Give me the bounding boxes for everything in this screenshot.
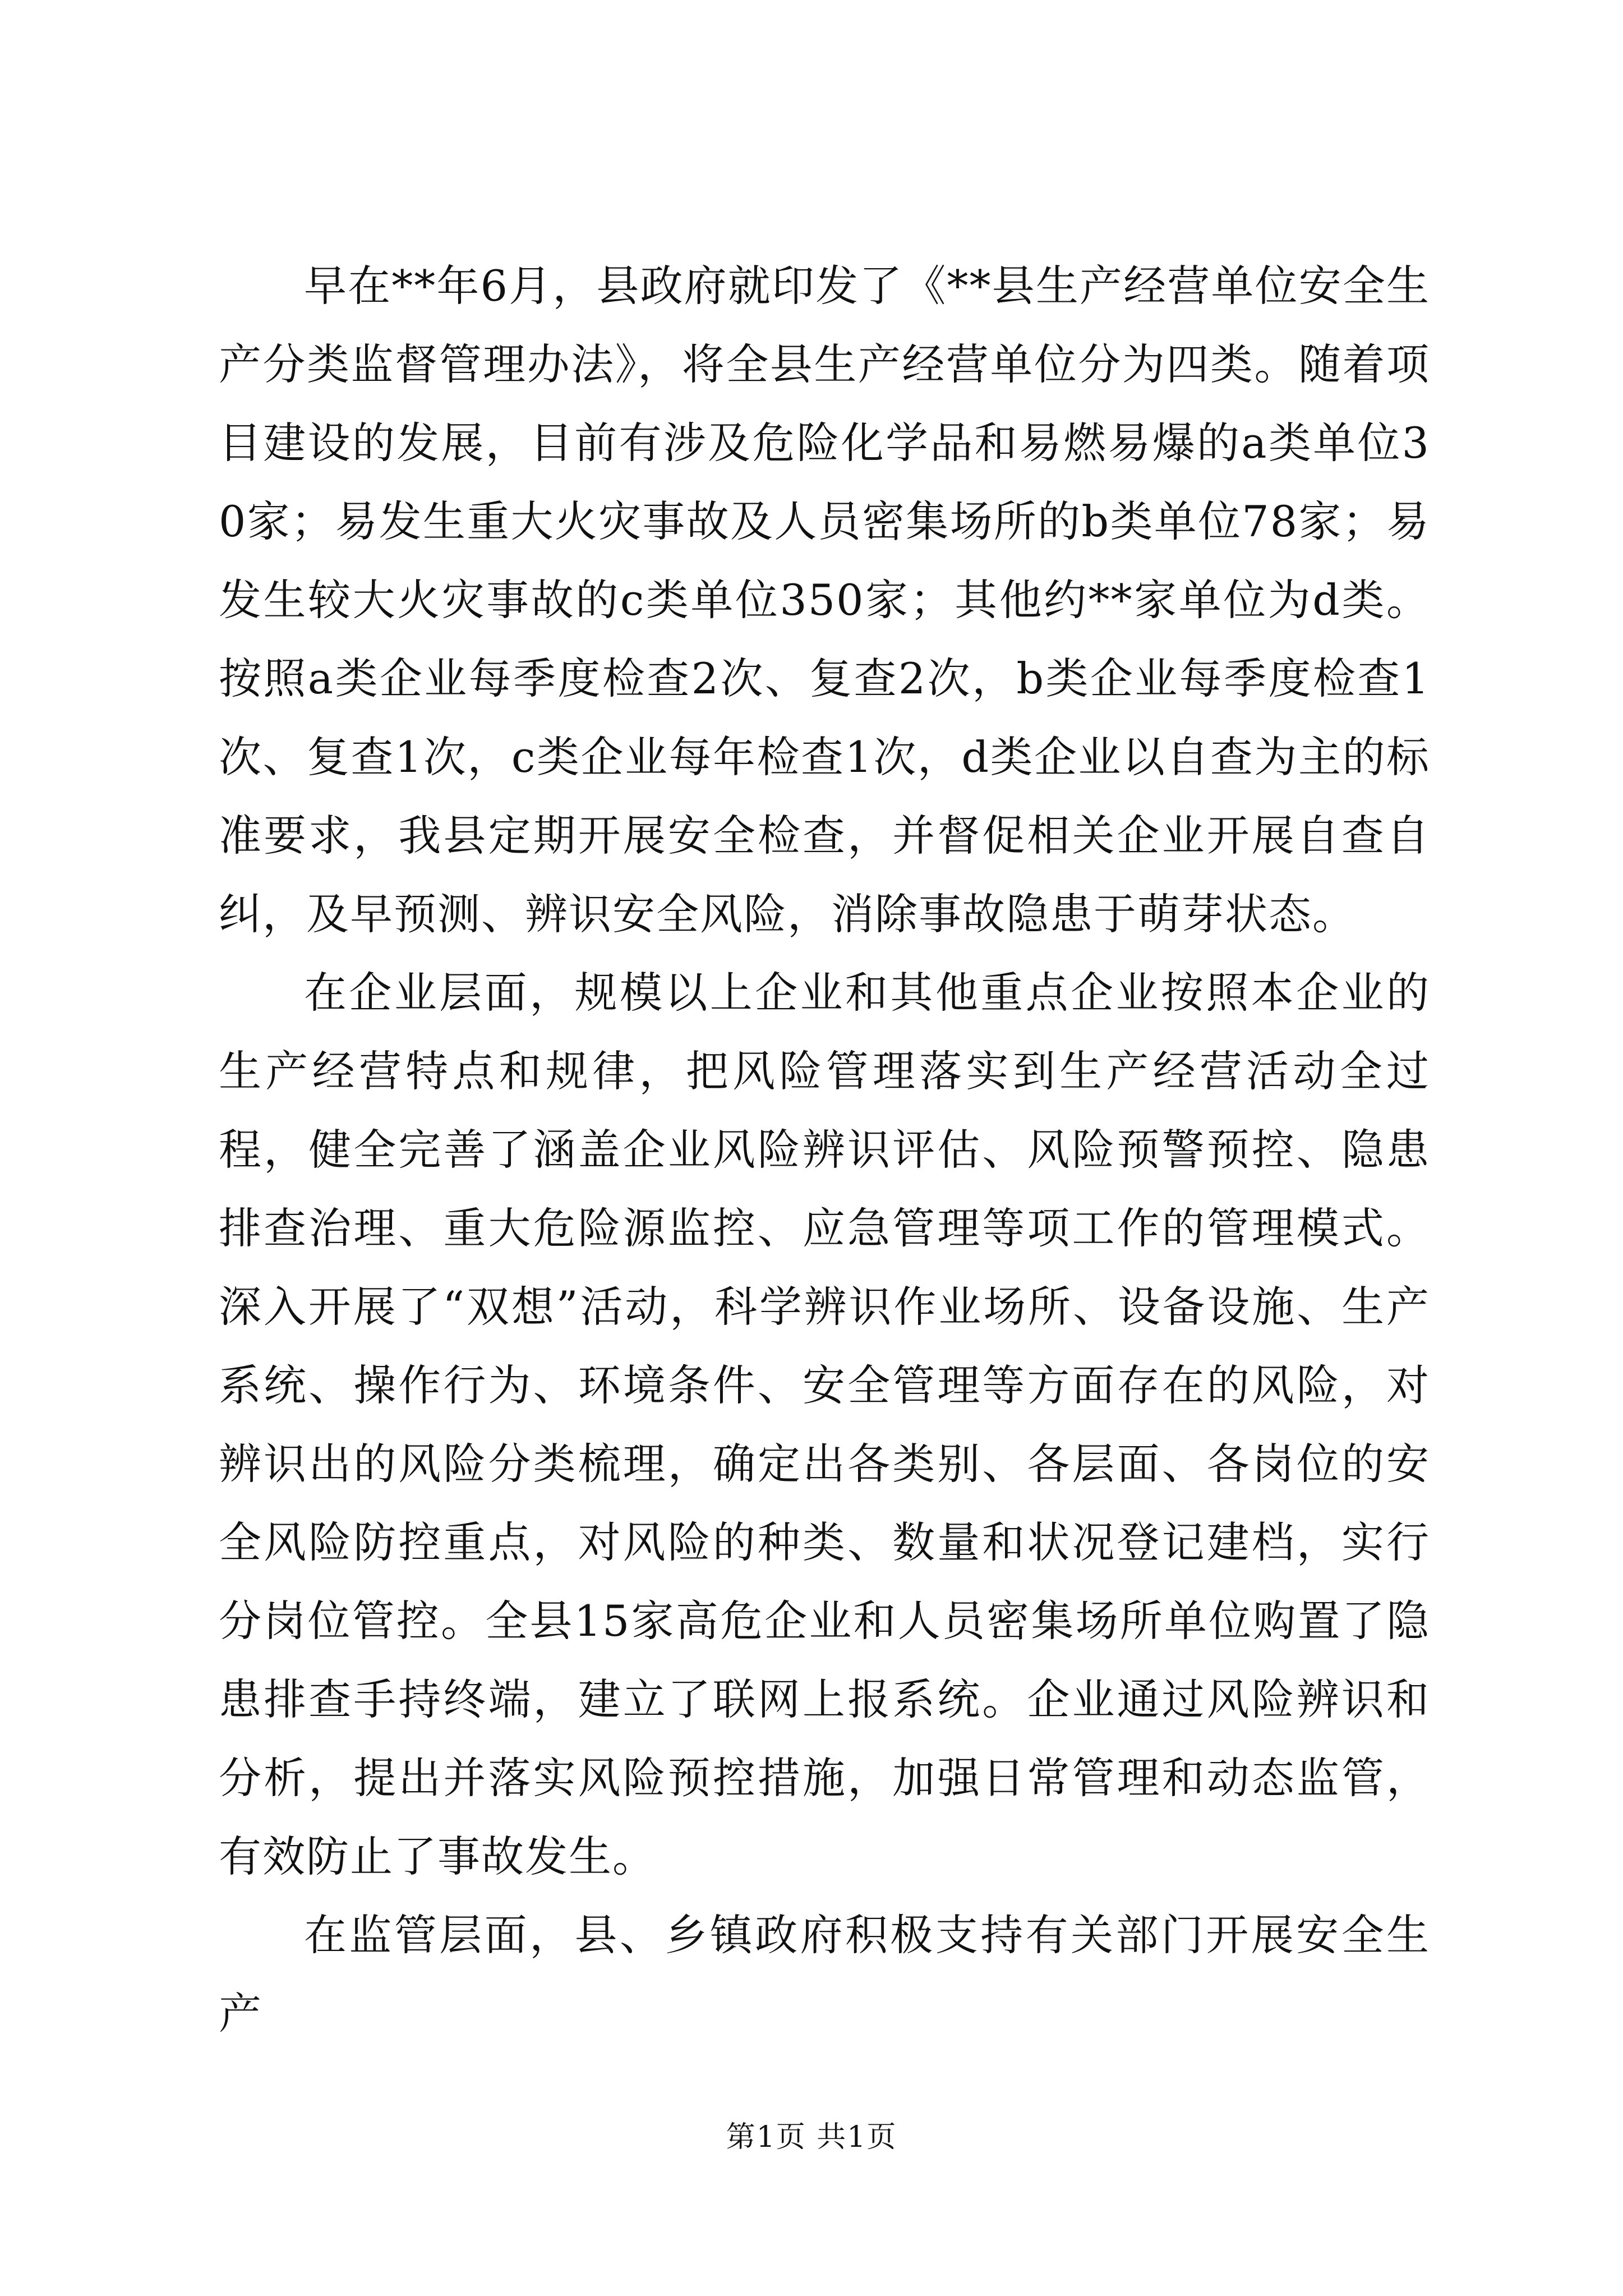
paragraph-1: 早在**年6月，县政府就印发了《**县生产经营单位安全生产分类监督管理办法》，将全县生产经营单位分为四类。随着项目建设的发展，目前有涉及危险化学品和易燃易爆的a类单位30家；易发生重大火灾事故及人员密集场所的b类单位78家；易发生较大火灾事故的c类单位350家；其他约**家单位为d类。按照a类企业每季度检查2次、复查2次，b类企业每季度检查1次、复查1次，c类企业每年检查1次，d类企业以自查为主的标准要求，我县定期开展安全检查，并督促相关企业开展自查自纠，及早预测、辨识安全风险，消除事故隐患于萌芽状态。 [219,261,1430,939]
page-number-footer: 第1页 共1页 [726,2120,897,2154]
paragraph-2: 在企业层面，规模以上企业和其他重点企业按照本企业的生产经营特点和规律，把风险管理落实到生产经营活动全过程，健全完善了涵盖企业风险辨识评估、风险预警预控、隐患排查治理、重大危险源监控、应急管理等项工作的管理模式。深入开展了“双想”活动，科学辨识作业场所、设备设施、生产系统、操作行为、环境条件、安全管理等方面存在的风险，对辨识出的风险分类梳理，确定出各类别、各层面、各岗位的安全风险防控重点，对风险的种类、数量和状况登记建档，实行分岗位管控。全县15家高危企业和人员密集场所单位购置了隐患排查手持终端，建立了联网上报系统。企业通过风险辨识和分析，提出并落实风险预控措施，加强日常管理和动态监管，有效防止了事故发生。 [219,968,1430,1881]
paragraph-3: 在监管层面，县、乡镇政府积极支持有关部门开展安全生产 [219,1910,1430,2039]
document-body [219,247,1430,2053]
